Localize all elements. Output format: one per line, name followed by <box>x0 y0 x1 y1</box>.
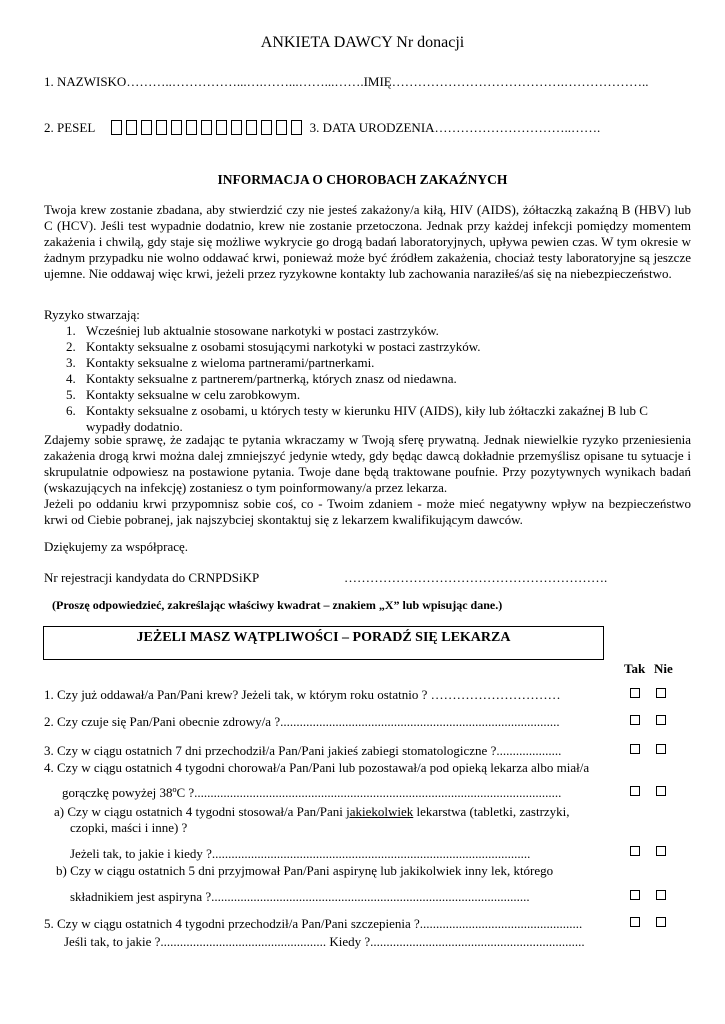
risk-list <box>44 323 684 435</box>
q4b-yes-checkbox[interactable] <box>630 890 640 900</box>
pesel-digit-box[interactable] <box>231 120 242 135</box>
doctor-advice-box <box>43 626 604 660</box>
intro-text: Twoja krew zostanie zbadana, aby stwierdzić czy nie jesteś zakażony/a kiłą, HIV (AIDS), żółtaczką zakaźną B (HBV) lub C (HCV). Jeśli test wypadnie dodatnio, krew nie zostanie przetoczona. Jednak przy każdej infekcji pomiędzy momentem zakażenia i chwilą, gdy staje się możliwe wykrycie go drogą badań laboratoryjnych, upływa pewien czas. W tym okresie w żadnym przypadku nie wolno oddawać krwi, ponieważ może być źródłem zakażenia, chociaż testy laboratoryjne są jeszcze ujemne. Nie oddawaj więc krwi, jeżeli przez ryzykowne kontakty lub zachowania naraziłeś/aś się na niebezpieczeństwo. <box>44 202 691 281</box>
pesel-digit-box[interactable] <box>216 120 227 135</box>
pesel-digit-box[interactable] <box>246 120 257 135</box>
pesel-digit-box[interactable] <box>126 120 137 135</box>
registration-field[interactable]: ……………………………………………………. <box>344 570 608 585</box>
privacy-text: Zdajemy sobie sprawę, że zadając te pytania wkraczamy w Twoją sferę prywatną. Jednak niewielkie ryzyko przeniesienia zakażenia drogą krwi można dalej zmniejszyć jedynie wtedy, gdy będąc dawcą dokładnie przemyślisz opisane tu sytuacje i skrupulatnie odpowiesz na postawione pytania. Twoje dane będą traktowane poufnie. Przy pozytywnych wynikach badań (wskazujących na infekcję) zostaniesz o tym poinformowany/a przez lekarza. <box>44 432 691 495</box>
list-item: 4. Kontakty seksualne z partnerem/partnerką, których znasz od niedawna. <box>66 371 457 386</box>
question-5-followup[interactable]: Jeśli tak, to jakie ?................................................... Kiedy ?.................................................................. <box>64 934 585 949</box>
q1-yes-checkbox[interactable] <box>630 688 640 698</box>
pesel-digit-box[interactable] <box>201 120 212 135</box>
question-4a-line2: czopki, maści i inne) ? <box>70 820 188 835</box>
question-4a-followup[interactable]: Jeżeli tak, to jakie i kiedy ?.................................................................................................. <box>70 846 531 861</box>
q4a-yes-checkbox[interactable] <box>630 846 640 856</box>
doctor-advice-text: JEŻELI MASZ WĄTPLIWOŚCI – PORADŹ SIĘ LEKARZA <box>136 630 511 645</box>
q4-no-checkbox[interactable] <box>656 786 666 796</box>
question-4-continued: gorączkę powyżej 38ºC ?................................................................................................................. <box>62 785 562 800</box>
thanks-text: Dziękujemy za współpracę. <box>44 539 189 554</box>
q2-no-checkbox[interactable] <box>656 715 666 725</box>
q4a-no-checkbox[interactable] <box>656 846 666 856</box>
surname-name-line[interactable]: 1. NAZWISKO………..……………...….……...……...…….IMIĘ………………………………….……………….. <box>44 74 649 89</box>
list-item: 2. Kontakty seksualne z osobami stosującymi narkotyki w postaci zastrzyków. <box>66 339 481 354</box>
intro-paragraph <box>44 202 691 282</box>
instruction-text: (Proszę odpowiedzieć, zakreślając właściwy kwadrat – znakiem „X” lub wpisując dane.) <box>52 598 503 612</box>
risk-label: Ryzyko stwarzają: <box>44 307 140 322</box>
question-2: 2. Czy czuje się Pan/Pani obecnie zdrowy/a ?...................................................................................... <box>44 714 560 729</box>
pesel-digit-box[interactable] <box>276 120 287 135</box>
pesel-boxes[interactable] <box>111 120 309 135</box>
section-heading: INFORMACJA O CHOROBACH ZAKAŹNYCH <box>217 172 508 187</box>
form-title: ANKIETA DAWCY Nr donacji <box>260 34 465 51</box>
q5-yes-checkbox[interactable] <box>630 917 640 927</box>
q3-yes-checkbox[interactable] <box>630 744 640 754</box>
q5-no-checkbox[interactable] <box>656 917 666 927</box>
question-1: 1. Czy już oddawał/a Pan/Pani krew? Jeżeli tak, w którym roku ostatnio ? ………………………… <box>44 687 561 702</box>
pesel-digit-box[interactable] <box>291 120 302 135</box>
pesel-digit-box[interactable] <box>156 120 167 135</box>
column-yes: Tak <box>624 661 646 676</box>
q1-no-checkbox[interactable] <box>656 688 666 698</box>
q3-no-checkbox[interactable] <box>656 744 666 754</box>
pesel-label: 2. PESEL <box>44 120 95 135</box>
privacy-paragraph <box>44 432 691 528</box>
list-item: 6. Kontakty seksualne z osobami, u których testy w kierunku HIV (AIDS), kiły lub żółtaczki zakaźnej B lub C wypadły dodatnio. <box>66 403 648 434</box>
question-4a: a) Czy w ciągu ostatnich 4 tygodni stosował/a Pan/Pani jakiekolwiek lekarstwa (tabletki, zastrzyki, <box>54 804 570 819</box>
contact-text: Jeżeli po oddaniu krwi przypomnisz sobie coś, co - Twoim zdaniem - może mieć negatywny wpływ na bezpieczeństwo krwi od Ciebie pobranej, jak najszybciej skontaktuj się z lekarzem kwalifikującym dawców. <box>44 496 691 527</box>
pesel-digit-box[interactable] <box>141 120 152 135</box>
list-item: 3. Kontakty seksualne z wieloma partnerami/partnerkami. <box>66 355 375 370</box>
list-item: 5. Kontakty seksualne w celu zarobkowym. <box>66 387 301 402</box>
pesel-row <box>44 120 600 136</box>
column-no: Nie <box>654 661 673 676</box>
pesel-digit-box[interactable] <box>186 120 197 135</box>
question-4: 4. Czy w ciągu ostatnich 4 tygodni chorował/a Pan/Pani lub pozostawał/a pod opieką lekarza albo miał/a <box>44 760 590 775</box>
pesel-digit-box[interactable] <box>261 120 272 135</box>
list-item: 1. Wcześniej lub aktualnie stosowane narkotyki w postaci zastrzyków. <box>66 323 439 338</box>
question-5: 5. Czy w ciągu ostatnich 4 tygodni przechodził/a Pan/Pani szczepienia ?.................................................. <box>44 916 583 931</box>
birth-date-field[interactable]: 3. DATA URODZENIA…………………………..……. <box>309 120 601 135</box>
question-3: 3. Czy w ciągu ostatnich 7 dni przechodził/a Pan/Pani jakieś zabiegi stomatologiczne ?.................... <box>44 743 562 758</box>
q4b-no-checkbox[interactable] <box>656 890 666 900</box>
pesel-digit-box[interactable] <box>111 120 122 135</box>
question-4b: b) Czy w ciągu ostatnich 5 dni przyjmował Pan/Pani aspirynę lub jakikolwiek inny lek, którego <box>56 863 554 878</box>
q4-yes-checkbox[interactable] <box>630 786 640 796</box>
registration-label: Nr rejestracji kandydata do CRNPDSiKP <box>44 570 260 585</box>
question-4b-continued: składnikiem jest aspiryna ?.................................................................................................. <box>70 889 530 904</box>
q2-yes-checkbox[interactable] <box>630 715 640 725</box>
pesel-digit-box[interactable] <box>171 120 182 135</box>
